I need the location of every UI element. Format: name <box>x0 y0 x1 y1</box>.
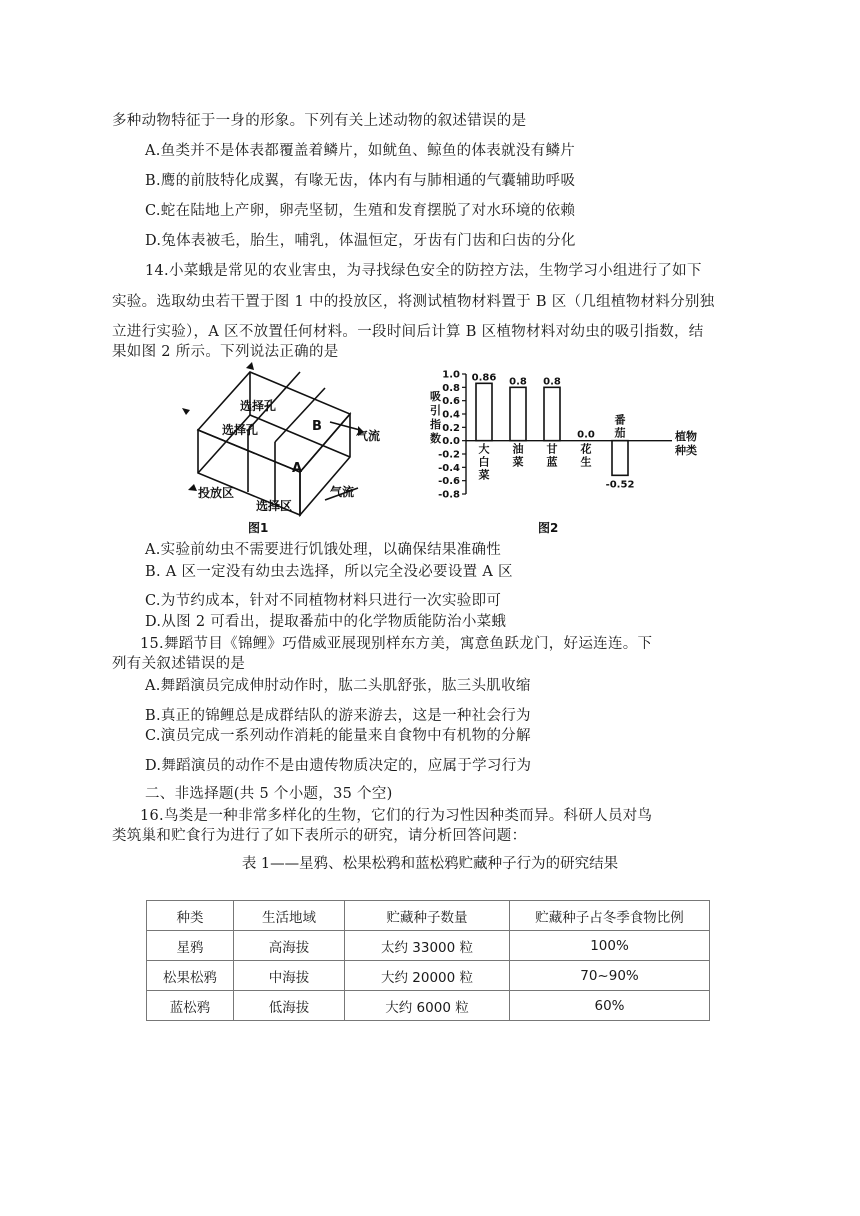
table-cell: 中海拔 <box>234 961 345 991</box>
chart-ylabel-2: 引 <box>430 404 441 417</box>
table-cell: 太约 33000 粒 <box>345 931 510 961</box>
label-choice-zone: 选择区 <box>256 499 293 513</box>
chart-category-label: 甘 <box>546 442 558 456</box>
question-13-stem-end: 多种动物特征于一身的形象。下列有关上述动物的叙述错误的是 <box>112 113 527 129</box>
chart-y-tick-label: -0.2 <box>438 449 460 461</box>
table-cell: 60% <box>510 991 710 1021</box>
figure-1-diagram <box>180 360 380 540</box>
chart-xlabel-2: 种类 <box>675 444 697 457</box>
question-15-option-d: D.舞蹈演员的动作不是由遗传物质决定的，应属于学习行为 <box>145 758 532 774</box>
question-13-option-d: D.兔体表被毛，胎生，哺乳，体温恒定，牙齿有门齿和臼齿的分化 <box>145 233 576 249</box>
figure-1-caption: 图1 <box>248 521 269 535</box>
chart-bar-1 <box>510 387 526 440</box>
chart-category-label: 菜 <box>478 468 490 482</box>
table-cell: 70~90% <box>510 961 710 991</box>
question-14-option-d: D.从图 2 可看出，提取番茄中的化学物质能防治小菜蛾 <box>145 614 507 630</box>
question-14-stem-line1: 14.小菜蛾是常见的农业害虫，为寻找绿色安全的防控方法，生物学习小组进行了如下 <box>145 263 702 279</box>
chart-ylabel-3: 指 <box>430 418 441 431</box>
chart-y-tick-label: 0.8 <box>442 382 460 394</box>
chart-category-label: 花 <box>580 442 592 456</box>
label-airflow-bottom: 气流 <box>330 485 355 499</box>
table-cell: 100% <box>510 931 710 961</box>
question-13-option-c: C.蛇在陆地上产卵，卵壳坚韧，生殖和发育摆脱了对水环境的依赖 <box>145 203 576 219</box>
chart-bar-4 <box>612 441 628 476</box>
question-15-option-b: B.真正的锦鲤总是成群结队的游来游去，这是一种社会行为 <box>145 708 531 724</box>
chart-value-label: 0.86 <box>471 372 497 384</box>
chart-y-tick-label: 1.0 <box>442 369 460 381</box>
label-release-zone: 投放区 <box>198 486 235 500</box>
table-cell: 低海拔 <box>234 991 345 1021</box>
chart-category-label: 白 <box>478 455 490 469</box>
chamber-top-face <box>198 372 350 472</box>
chart-xlabel-1: 植物 <box>675 430 697 443</box>
table-row <box>147 961 710 991</box>
question-14-option-a: A.实验前幼虫不需要进行饥饿处理，以确保结果准确性 <box>145 542 502 558</box>
table-header-cell: 贮藏种子数量 <box>345 901 510 931</box>
table-cell: 大约 20000 粒 <box>345 961 510 991</box>
question-16-stem-line1: 16.鸟类是一种非常多样化的生物，它们的行为习性因种类而异。科研人员对鸟 <box>140 808 653 824</box>
chart-ylabel-1: 吸 <box>430 390 441 403</box>
chart-y-tick-label: -0.6 <box>438 476 460 488</box>
chart-category-label: 菜 <box>512 455 524 469</box>
table-cell: 大约 6000 粒 <box>345 991 510 1021</box>
chart-category-label: 茄 <box>614 426 626 440</box>
chart-category-label: 蓝 <box>546 455 558 469</box>
section-2-heading: 二、非选择题(共 5 个小题，35 个空) <box>145 786 393 802</box>
table-header-cell: 贮藏种子占冬季食物比例 <box>510 901 710 931</box>
label-zone-b: B <box>312 419 322 434</box>
table-header-row <box>147 901 710 931</box>
chart-value-label: 0.8 <box>543 376 561 388</box>
chart-y-tick-label: 0.6 <box>442 396 460 408</box>
question-15-stem-line1: 15.舞蹈节目《锦鲤》巧借威亚展现别样东方美，寓意鱼跃龙门，好运连连。下 <box>140 636 653 652</box>
chart-y-tick-label: -0.4 <box>438 462 460 474</box>
label-zone-a: A <box>292 461 303 476</box>
chart-bar-0 <box>476 383 492 440</box>
table-cell: 松果松鸦 <box>147 961 234 991</box>
table-header-cell: 生活地域 <box>234 901 345 931</box>
table-cell: 星鸦 <box>147 931 234 961</box>
question-15-option-c: C.演员完成一系列动作消耗的能量来自食物中有机物的分解 <box>145 728 531 744</box>
table-row <box>147 931 710 961</box>
figure-2-chart <box>420 360 720 540</box>
question-14-stem-line3: 立进行实验），A 区不放置任何材料。一段时间后计算 B 区植物材料对幼虫的吸引指数，结 <box>112 324 704 340</box>
question-15-option-a: A.舞蹈演员完成伸肘动作时，肱二头肌舒张，肱三头肌收缩 <box>145 678 531 694</box>
question-14-stem-line4: 果如图 2 所示。下列说法正确的是 <box>112 344 339 360</box>
chart-bar-2 <box>544 387 560 440</box>
chart-y-tick-label: -0.8 <box>438 489 460 501</box>
question-14-option-c: C.为节约成本，针对不同植物材料只进行一次实验即可 <box>145 593 502 609</box>
table-row <box>147 991 710 1021</box>
chart-value-label: 0.0 <box>577 429 595 441</box>
chart-value-label: -0.52 <box>605 479 635 491</box>
question-13-option-a: A.鱼类并不是体表都覆盖着鳞片，如鱿鱼、鲸鱼的体表就没有鳞片 <box>145 143 576 159</box>
chart-y-tick-label: 0.0 <box>442 436 460 448</box>
label-select-hole-left: 选择孔 <box>222 423 259 437</box>
question-16-stem-line2: 类筑巢和贮食行为进行了如下表所示的研究，请分析回答问题： <box>112 828 527 844</box>
table-header-cell: 种类 <box>147 901 234 931</box>
chart-category-label: 大 <box>478 442 490 456</box>
table-1-title: 表 1——星鸦、松果松鸦和蓝松鸦贮藏种子行为的研究结果 <box>241 856 619 872</box>
chart-category-label: 番 <box>614 413 626 427</box>
label-select-hole-top: 选择孔 <box>240 399 277 413</box>
figure-2-caption: 图2 <box>538 521 559 535</box>
chart-category-label: 油 <box>512 442 524 456</box>
table-cell: 蓝松鸦 <box>147 991 234 1021</box>
question-14-stem-line2: 实验。选取幼虫若干置于图 1 中的投放区，将测试植物材料置于 B 区（几组植物材料分别独 <box>112 294 715 310</box>
table-1 <box>146 900 710 1021</box>
chart-category-label: 生 <box>580 455 592 469</box>
chart-y-tick-label: 0.4 <box>442 409 460 421</box>
table-cell: 高海拔 <box>234 931 345 961</box>
chart-y-tick-label: 0.2 <box>442 422 460 434</box>
question-14-option-b: B. A 区一定没有幼虫去选择，所以完全没必要设置 A 区 <box>145 564 513 580</box>
chart-ylabel-4: 数 <box>430 432 441 445</box>
question-15-stem-line2: 列有关叙述错误的是 <box>112 656 246 672</box>
label-airflow-right: 气流 <box>356 429 380 443</box>
question-13-option-b: B.鹰的前肢特化成翼，有喙无齿，体内有与肺相通的气囊辅助呼吸 <box>145 173 576 189</box>
chart-value-label: 0.8 <box>509 376 527 388</box>
